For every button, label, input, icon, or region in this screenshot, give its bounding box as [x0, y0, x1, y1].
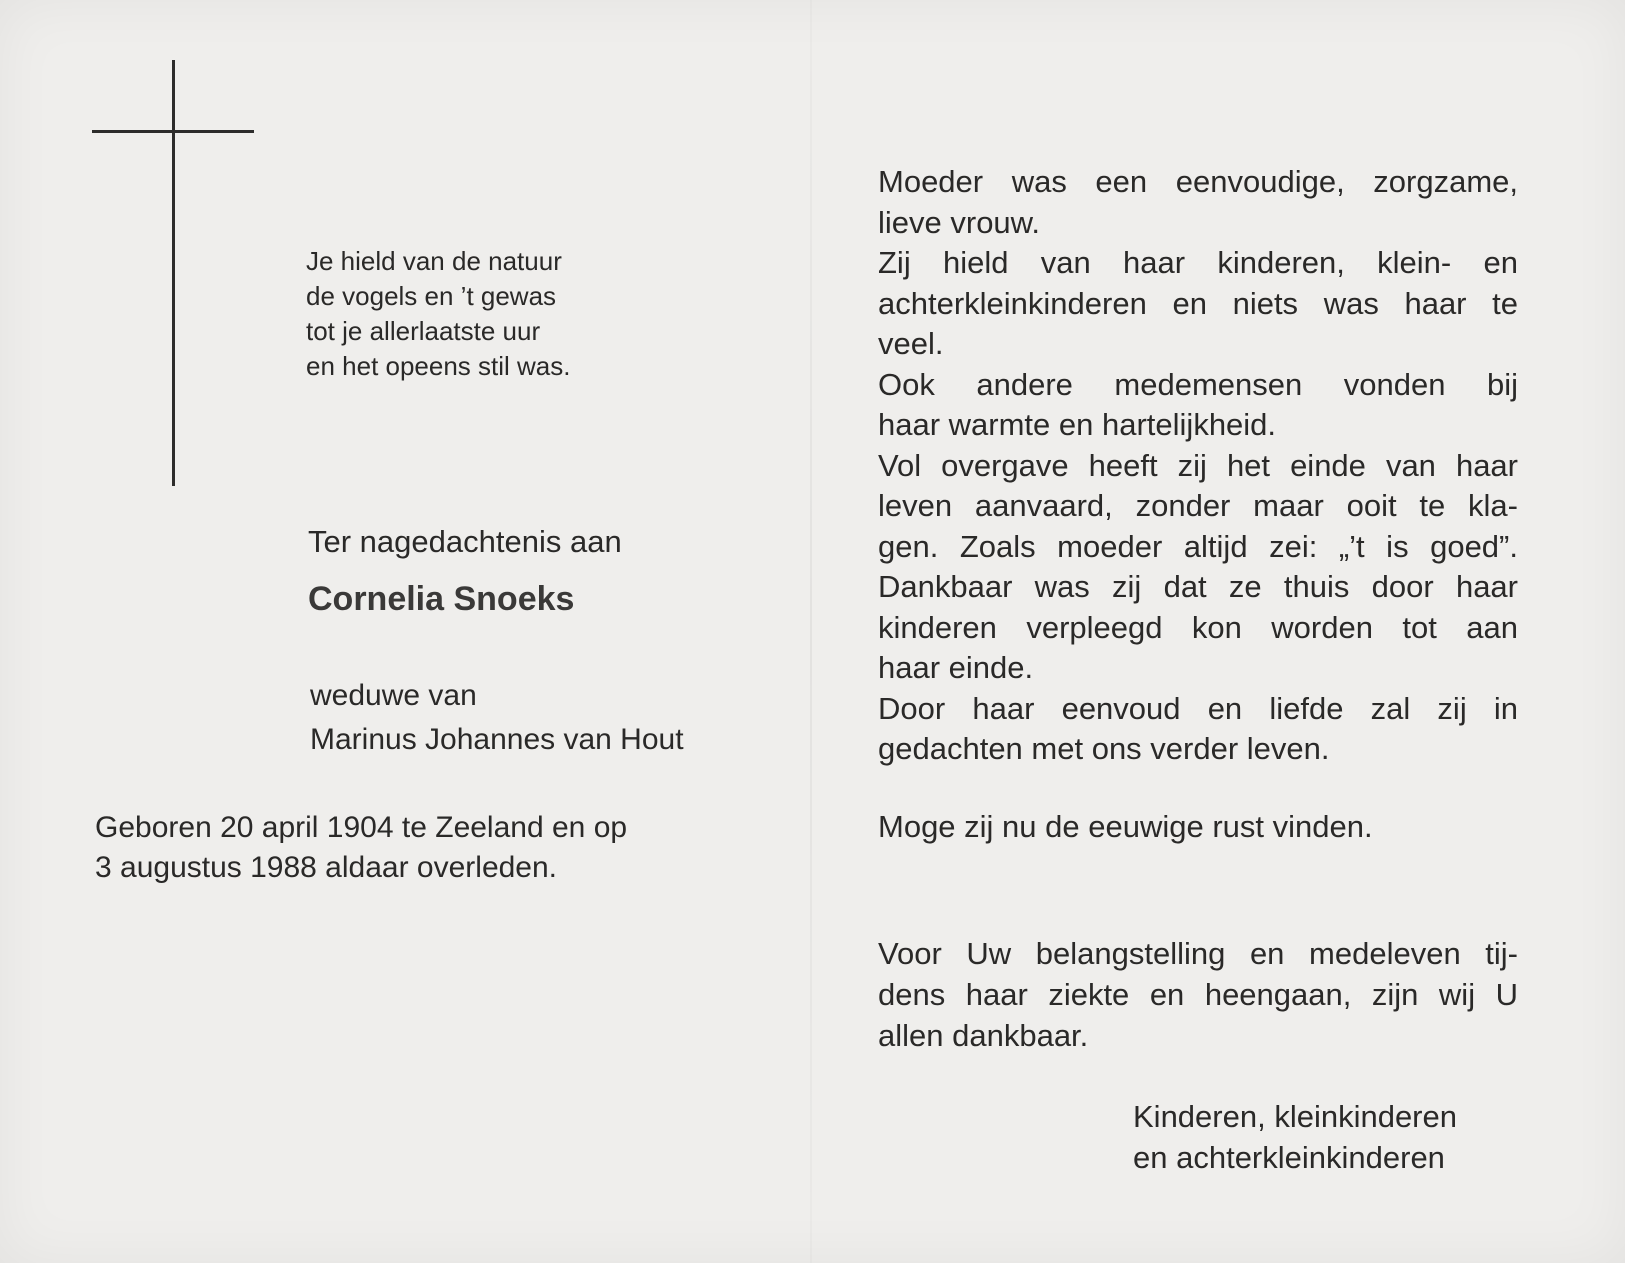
tribute-line: Ook andere medemensen vonden bij — [878, 366, 1518, 402]
tribute-line: haar einde. — [878, 650, 1034, 685]
tribute-text — [878, 162, 1518, 770]
poem-line: en het opeens stil was. — [306, 351, 571, 381]
tribute-line: Zij hield van haar kinderen, klein- en — [878, 245, 1518, 280]
signature-line: en achterkleinkinderen — [1133, 1140, 1445, 1175]
tribute-line: Moeder was een eenvoudige, zorgzame, — [878, 164, 1518, 199]
tribute-line: Door haar eenvoud en liefde zal zij in — [878, 690, 1518, 726]
widow-of — [310, 674, 684, 762]
memory-intro: Ter nagedachtenis aan — [308, 524, 622, 559]
tribute-line: haar warmte en hartelijkheid. — [878, 407, 1277, 442]
deceased-name: Cornelia Snoeks — [308, 580, 575, 618]
tribute-line: veel. — [878, 326, 944, 361]
poem-line: de vogels en ’t gewas — [306, 281, 557, 311]
card-fold — [810, 0, 812, 1263]
rest-wish: Moge zij nu de eeuwige rust vinden. — [878, 809, 1373, 844]
thanks-text — [878, 933, 1518, 1056]
thanks-line: dens haar ziekte en heengaan, zijn wij U — [878, 977, 1518, 1012]
birth-death-dates — [95, 808, 627, 888]
family-signature — [1133, 1096, 1457, 1178]
tribute-line: gen. Zoals moeder altijd zei: „’t is goed”. — [878, 528, 1518, 564]
tribute-line: kinderen verpleegd kon worden tot aan — [878, 609, 1518, 645]
poem — [306, 244, 571, 384]
poem-line: Je hield van de natuur — [306, 246, 562, 276]
dates-line: Geboren 20 april 1904 te Zeeland en op — [95, 811, 628, 844]
tribute-line: achterkleinkinderen en niets was haar te — [878, 285, 1518, 321]
tribute-line: gedachten met ons verder leven. — [878, 731, 1330, 766]
spouse-name: Marinus Johannes van Hout — [310, 723, 684, 756]
tribute-line: leven aanvaard, zonder maar ooit te kla- — [878, 488, 1518, 523]
cross-vertical-bar — [172, 60, 175, 486]
widow-line: weduwe van — [310, 679, 477, 712]
tribute-line: lieve vrouw. — [878, 204, 1040, 240]
dates-line: 3 augustus 1988 aldaar overleden. — [95, 851, 558, 884]
signature-line: Kinderen, kleinkinderen — [1133, 1099, 1457, 1134]
poem-line: tot je allerlaatste uur — [306, 316, 541, 346]
tribute-line: Vol overgave heeft zij het einde van haar — [878, 447, 1518, 483]
cross-horizontal-bar — [92, 130, 254, 133]
tribute-line: Dankbaar was zij dat ze thuis door haar — [878, 569, 1518, 604]
thanks-line: Voor Uw belangstelling en medeleven tij- — [878, 936, 1518, 971]
thanks-line: allen dankbaar. — [878, 1018, 1089, 1053]
